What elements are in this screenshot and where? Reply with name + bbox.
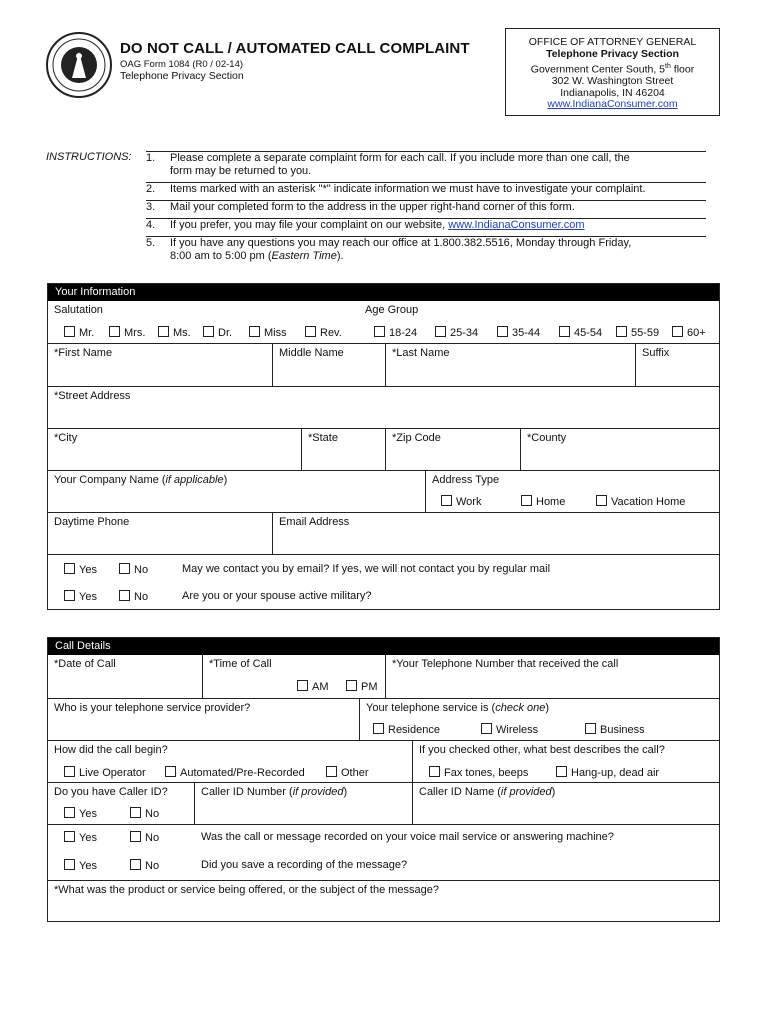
checkbox[interactable] — [373, 723, 384, 734]
caller-id-name-field[interactable]: Caller ID Name (if provided) — [412, 783, 719, 824]
caller-id-number-field[interactable]: Caller ID Number (if provided) — [194, 783, 412, 824]
company-row — [48, 470, 719, 512]
military-yes[interactable]: Yes — [64, 590, 97, 603]
instruction-item: 2. Items marked with an asterisk "*" indicate information we must have to investigate your complaint. — [146, 182, 706, 196]
checkbox[interactable] — [596, 495, 607, 506]
checkbox[interactable] — [64, 859, 75, 870]
salutation-rev[interactable]: Rev. — [305, 326, 342, 339]
caller-id-yes[interactable]: Yes — [64, 807, 97, 820]
saved-yes[interactable]: Yes — [64, 859, 97, 872]
checkbox[interactable] — [497, 326, 508, 337]
name-row — [48, 343, 719, 386]
military-question: Are you or your spouse active military? — [182, 590, 372, 602]
email-address-field[interactable]: Email Address — [272, 513, 719, 554]
provider-row — [48, 698, 719, 740]
recorded-yes[interactable]: Yes — [64, 831, 97, 844]
instructions-label: INSTRUCTIONS: — [46, 151, 132, 163]
salutation-mrs[interactable]: Mrs. — [109, 326, 145, 339]
checkbox[interactable] — [435, 326, 446, 337]
caller-id-label: Do you have Caller ID? — [54, 786, 168, 798]
checkbox[interactable] — [346, 680, 357, 691]
salutation-row — [48, 301, 719, 343]
checkbox[interactable] — [158, 326, 169, 337]
suffix-field[interactable]: Suffix — [635, 344, 719, 386]
your-information-section — [47, 283, 720, 610]
email-contact-question: May we contact you by email? If yes, we will not contact you by regular mail — [182, 563, 551, 575]
checkbox[interactable] — [297, 680, 308, 691]
caller-id-no[interactable]: No — [130, 807, 159, 820]
checkbox[interactable] — [429, 766, 440, 777]
checkbox[interactable] — [119, 563, 130, 574]
service-provider-field[interactable]: Who is your telephone service provider? — [54, 702, 251, 714]
checkbox[interactable] — [481, 723, 492, 734]
instruction-item: 4. If you prefer, you may file your complaint on our website, www.IndianaConsumer.com — [146, 218, 706, 232]
address-type-home[interactable]: Home — [521, 495, 565, 508]
checkbox[interactable] — [521, 495, 532, 506]
caller-id-question-cell — [48, 783, 194, 824]
questions-row — [48, 554, 719, 609]
your-information-header: Your Information — [48, 284, 719, 301]
checkbox[interactable] — [165, 766, 176, 777]
service-residence[interactable]: Residence — [373, 723, 440, 736]
checkbox[interactable] — [64, 590, 75, 601]
recorded-question: Was the call or message recorded on your voice mail service or answering machine? — [201, 831, 614, 843]
time-of-call-label: *Time of Call — [209, 658, 272, 670]
call-time-row — [48, 655, 719, 698]
form-title: DO NOT CALL / AUTOMATED CALL COMPLAINT — [120, 40, 470, 57]
call-begin-label: How did the call begin? — [54, 744, 168, 756]
first-name-field[interactable]: *First Name — [54, 347, 113, 359]
other-description-cell — [412, 741, 719, 782]
time-am[interactable]: AM — [297, 680, 329, 693]
checkbox[interactable] — [64, 326, 75, 337]
office-name: OFFICE OF ATTORNEY GENERAL — [528, 36, 697, 48]
saved-question: Did you save a recording of the message? — [201, 859, 408, 871]
product-row — [48, 880, 719, 923]
call-begin-cell — [48, 741, 412, 782]
website-link[interactable]: www.IndianaConsumer.com — [448, 219, 585, 231]
salutation-mr[interactable]: Mr. — [64, 326, 94, 339]
checkbox[interactable] — [64, 766, 75, 777]
checkbox[interactable] — [64, 807, 75, 818]
salutation-cell — [48, 301, 359, 343]
daytime-phone-field[interactable]: Daytime Phone — [54, 516, 130, 528]
county-field[interactable]: *County — [520, 429, 719, 470]
other-fax-tones[interactable]: Fax tones, beeps — [429, 766, 528, 779]
address-type-cell — [425, 471, 719, 512]
email-contact-no[interactable]: No — [119, 563, 148, 576]
form-number: OAG Form 1084 (R0 / 02-14) — [120, 59, 244, 70]
service-wireless[interactable]: Wireless — [481, 723, 538, 736]
instruction-item: 5. If you have any questions you may reach our office at 1.800.382.5516, Monday through Friday, 8:00 am to 5:00 pm (Eastern Time). — [146, 236, 706, 263]
caller-id-row — [48, 782, 719, 824]
office-building: Government Center South, 5th floor — [530, 62, 695, 76]
salutation-label: Salutation — [54, 304, 103, 316]
office-city: Indianapolis, IN 46204 — [560, 86, 665, 99]
street-address-field[interactable]: *Street Address — [54, 390, 131, 402]
state-field[interactable]: *State — [301, 429, 385, 470]
checkbox[interactable] — [556, 766, 567, 777]
time-of-call-cell — [202, 655, 385, 698]
age-group-cell — [359, 301, 719, 343]
office-address-box — [505, 28, 720, 116]
checkbox[interactable] — [130, 807, 141, 818]
salutation-miss[interactable]: Miss — [249, 326, 287, 339]
other-description-label: If you checked other, what best describes the call? — [419, 744, 665, 756]
checkbox[interactable] — [672, 326, 683, 337]
checkbox[interactable] — [249, 326, 260, 337]
last-name-field[interactable]: *Last Name — [385, 344, 635, 386]
begin-live-operator[interactable]: Live Operator — [64, 766, 146, 779]
checkbox[interactable] — [130, 859, 141, 870]
seal-emblem-icon — [48, 34, 110, 96]
checkbox[interactable] — [119, 590, 130, 601]
checkbox[interactable] — [374, 326, 385, 337]
checkbox[interactable] — [585, 723, 596, 734]
checkbox[interactable] — [305, 326, 316, 337]
checkbox[interactable] — [326, 766, 337, 777]
office-website-link[interactable]: www.IndianaConsumer.com — [547, 98, 678, 111]
checkbox[interactable] — [441, 495, 452, 506]
call-details-section — [47, 637, 720, 922]
instructions-list — [146, 151, 706, 267]
checkbox[interactable] — [130, 831, 141, 842]
middle-name-field[interactable]: Middle Name — [272, 344, 385, 386]
service-business[interactable]: Business — [585, 723, 645, 736]
street-row — [48, 386, 719, 428]
salutation-dr[interactable]: Dr. — [203, 326, 232, 339]
date-of-call-field[interactable]: *Date of Call — [54, 658, 116, 670]
city-row — [48, 428, 719, 470]
state-seal — [46, 32, 112, 98]
age-55-59[interactable]: 55-59 — [616, 326, 659, 339]
other-hang-up[interactable]: Hang-up, dead air — [556, 766, 659, 779]
age-25-34[interactable]: 25-34 — [435, 326, 478, 339]
checkbox[interactable] — [203, 326, 214, 337]
salutation-ms[interactable]: Ms. — [158, 326, 191, 339]
checkbox[interactable] — [616, 326, 627, 337]
contact-row — [48, 512, 719, 554]
company-name-field[interactable]: Your Company Name (if applicable) — [54, 474, 228, 486]
zip-code-field[interactable]: *Zip Code — [385, 429, 520, 470]
address-type-work[interactable]: Work — [441, 495, 481, 508]
form-section: Telephone Privacy Section — [120, 70, 244, 82]
age-group-label: Age Group — [365, 304, 419, 316]
call-begin-row — [48, 740, 719, 782]
saved-no[interactable]: No — [130, 859, 159, 872]
age-18-24[interactable]: 18-24 — [374, 326, 417, 339]
service-type-cell: Your telephone service is (check one) Residence Wireless Business — [359, 699, 719, 740]
product-subject-field[interactable]: *What was the product or service being offered, or the subject of the message? — [54, 884, 440, 896]
office-section: Telephone Privacy Section — [546, 47, 679, 60]
checkbox[interactable] — [109, 326, 120, 337]
begin-other[interactable]: Other — [326, 766, 369, 779]
instruction-item: 3. Mail your completed form to the address in the upper right-hand corner of this form. — [146, 200, 706, 214]
age-60-plus[interactable]: 60+ — [672, 326, 706, 339]
time-pm[interactable]: PM — [346, 680, 378, 693]
military-no[interactable]: No — [119, 590, 148, 603]
checkbox[interactable] — [559, 326, 570, 337]
city-field[interactable]: *City — [54, 432, 78, 444]
instruction-item: 1. Please complete a separate complaint form for each call. If you include more than one call, the form may be returned to you. — [146, 151, 706, 178]
age-45-54[interactable]: 45-54 — [559, 326, 602, 339]
recorded-no[interactable]: No — [130, 831, 159, 844]
checkbox[interactable] — [64, 563, 75, 574]
office-street: 302 W. Washington Street — [551, 74, 674, 87]
age-35-44[interactable]: 35-44 — [497, 326, 540, 339]
your-number-field[interactable]: *Your Telephone Number that received the call — [385, 655, 719, 698]
email-contact-yes[interactable]: Yes — [64, 563, 97, 576]
checkbox[interactable] — [64, 831, 75, 842]
call-details-header: Call Details — [48, 638, 719, 655]
begin-automated[interactable]: Automated/Pre-Recorded — [165, 766, 305, 779]
address-type-label: Address Type — [432, 474, 500, 486]
address-type-vacation-home[interactable]: Vacation Home — [596, 495, 685, 508]
recording-row — [48, 824, 719, 880]
